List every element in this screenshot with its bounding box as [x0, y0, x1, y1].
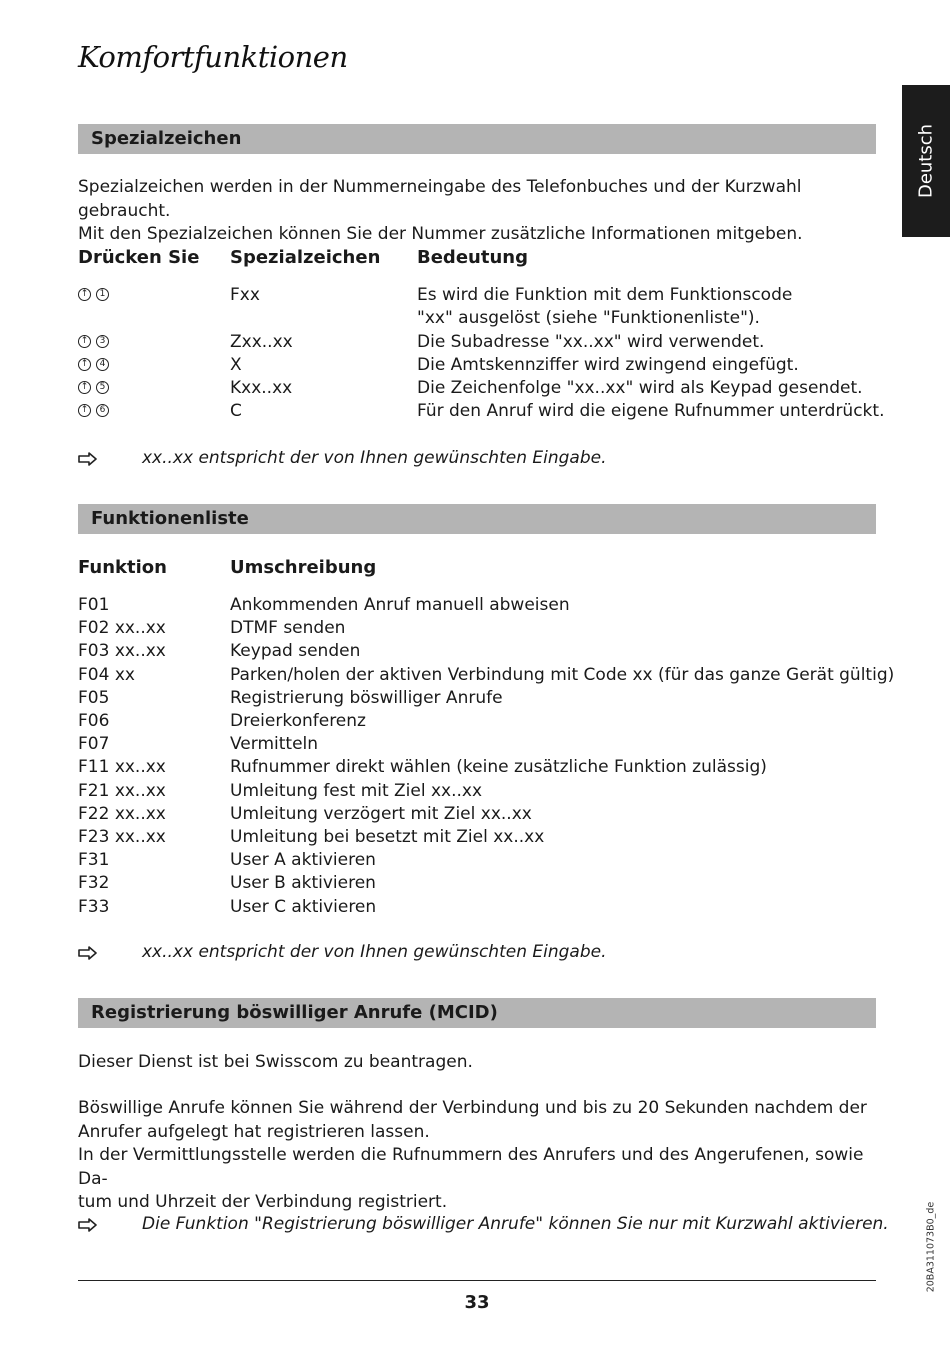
up-arrow-key-icon: ↑ [78, 381, 91, 394]
meaning-line: Es wird die Funktion mit dem Funktionscode [417, 285, 793, 305]
function-code: F31 [78, 850, 110, 871]
paragraph [78, 1051, 878, 1075]
section-title: Spezialzeichen [91, 128, 242, 149]
arrow-right-icon [78, 452, 98, 466]
special-char: X [230, 355, 242, 375]
special-char: Zxx..xx [230, 332, 293, 352]
column-header-funktion: Funktion [78, 557, 167, 578]
function-code: F22 xx..xx [78, 803, 166, 824]
key-sequence [78, 335, 109, 348]
intro-paragraph [78, 176, 878, 247]
section-header-mcid [78, 998, 876, 1028]
column-header-spezialzeichen: Spezialzeichen [230, 247, 381, 268]
meaning-line: Die Zeichenfolge "xx..xx" wird als Keypad gesendet. [417, 378, 863, 398]
section-title: Registrierung böswilliger Anrufe (MCID) [91, 1002, 498, 1023]
function-code: F04 xx [78, 664, 135, 685]
function-description: Parken/holen der aktiven Verbindung mit Code xx (für das ganze Gerät gültig) [230, 664, 895, 685]
function-description: DTMF senden [230, 618, 346, 639]
intro-line: Mit den Spezialzeichen können Sie der Nummer zusätzliche Informationen mitgeben. [78, 224, 803, 244]
arrow-right-icon [78, 1218, 98, 1232]
paragraph-line: Böswillige Anrufe können Sie während der Verbindung und bis zu 20 Sekunden nachdem der [78, 1098, 867, 1118]
function-description: Registrierung böswilliger Anrufe [230, 687, 503, 708]
note-text: Die Funktion "Registrierung böswilliger Anrufe" können Sie nur mit Kurzwahl aktivieren. [142, 1214, 889, 1234]
function-description: Rufnummer direkt wählen (keine zusätzliche Funktion zulässig) [230, 757, 767, 778]
key-sequence [78, 288, 109, 301]
function-description: User A aktivieren [230, 850, 376, 871]
special-char: Fxx [230, 285, 260, 305]
function-description: Umleitung bei besetzt mit Ziel xx..xx [230, 827, 545, 847]
up-arrow-key-icon: ↑ [78, 358, 91, 371]
function-code: F32 [78, 873, 110, 894]
intro-line: Spezialzeichen werden in der Nummerneingabe des Telefonbuches und der Kurzwahl gebraucht. [78, 177, 802, 221]
function-code: F33 [78, 896, 110, 917]
key-sequence [78, 404, 109, 417]
column-header-bedeutung: Bedeutung [417, 247, 528, 268]
digit-key-icon: 1 [96, 288, 109, 301]
function-description: Dreierkonferenz [230, 711, 366, 731]
function-description: User B aktivieren [230, 873, 376, 894]
function-description: Vermitteln [230, 734, 319, 755]
function-description: Umleitung fest mit Ziel xx..xx [230, 780, 483, 801]
function-code: F01 [78, 595, 110, 615]
page-title: Komfortfunktionen [78, 40, 348, 74]
meaning-line: "xx" ausgelöst (siehe "Funktionenliste"). [417, 308, 760, 328]
function-code: F06 [78, 711, 110, 731]
column-header-druecken: Drücken Sie [78, 247, 200, 268]
note-text: xx..xx entspricht der von Ihnen gewünschten Eingabe. [142, 448, 607, 468]
special-char: Kxx..xx [230, 378, 293, 398]
function-code: F03 xx..xx [78, 641, 166, 662]
language-tab [902, 85, 950, 237]
digit-key-icon: 4 [96, 358, 109, 371]
meaning-line: Für den Anruf wird die eigene Rufnummer unterdrückt. [417, 401, 885, 421]
paragraph-line: tum und Uhrzeit der Verbindung registriert. [78, 1192, 448, 1212]
function-code: F11 xx..xx [78, 757, 166, 778]
function-description: Umleitung verzögert mit Ziel xx..xx [230, 803, 532, 824]
column-header-umschreibung: Umschreibung [230, 557, 377, 578]
special-char: C [230, 401, 242, 421]
note-text: xx..xx entspricht der von Ihnen gewünschten Eingabe. [142, 942, 607, 962]
key-sequence [78, 381, 109, 394]
paragraph [78, 1097, 878, 1215]
meaning-line: Die Subadresse "xx..xx" wird verwendet. [417, 332, 765, 352]
up-arrow-key-icon: ↑ [78, 335, 91, 348]
function-code: F21 xx..xx [78, 780, 166, 801]
arrow-right-icon [78, 946, 98, 960]
function-code: F02 xx..xx [78, 618, 166, 639]
page-number: 33 [464, 1292, 490, 1313]
function-description: Ankommenden Anruf manuell abweisen [230, 595, 570, 615]
paragraph-line: Dieser Dienst ist bei Swisscom zu beantragen. [78, 1052, 473, 1072]
paragraph-line: Anrufer aufgelegt hat registrieren lassen. [78, 1121, 430, 1142]
digit-key-icon: 6 [96, 404, 109, 417]
footer-divider [78, 1280, 876, 1281]
digit-key-icon: 5 [96, 381, 109, 394]
function-code: F23 xx..xx [78, 827, 166, 847]
up-arrow-key-icon: ↑ [78, 404, 91, 417]
section-header-funktionenliste [78, 504, 876, 534]
language-tab-label: Deutsch [915, 123, 937, 199]
section-header-spezialzeichen [78, 124, 876, 154]
function-description: User C aktivieren [230, 896, 377, 917]
function-code: F05 [78, 687, 110, 708]
paragraph-line: In der Vermittlungsstelle werden die Rufnummern des Anrufers und des Angerufenen, sowie Da- [78, 1145, 864, 1189]
section-title: Funktionenliste [91, 508, 249, 529]
function-code: F07 [78, 734, 110, 755]
up-arrow-key-icon: ↑ [78, 288, 91, 301]
digit-key-icon: 3 [96, 335, 109, 348]
function-description: Keypad senden [230, 641, 361, 662]
document-code: 20BA311073B0_de [925, 1201, 937, 1293]
key-sequence [78, 358, 109, 371]
meaning-line: Die Amtskennziffer wird zwingend eingefügt. [417, 355, 799, 375]
